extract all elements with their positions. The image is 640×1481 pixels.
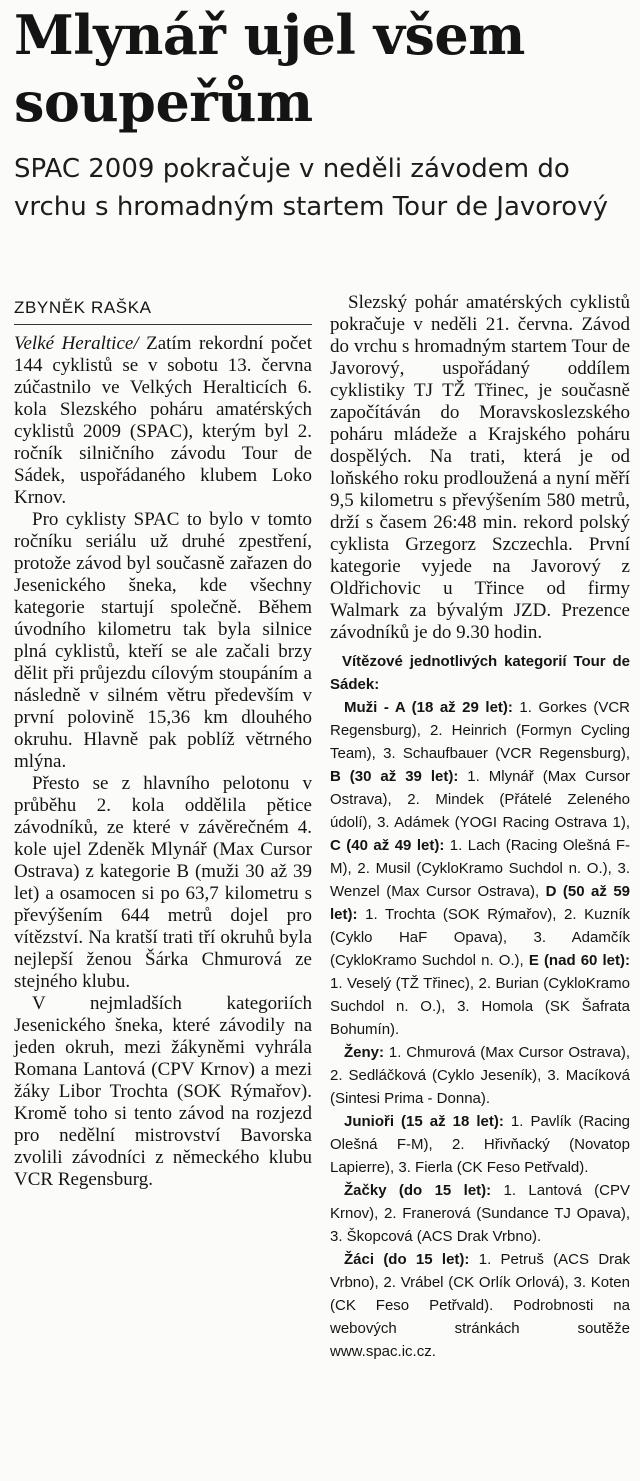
men-b-label: B (30 až 39 let):: [330, 768, 459, 785]
men-d-label: D (50 až 59 let):: [330, 883, 630, 923]
results-women: [330, 1041, 630, 1110]
paragraph-5: Slezský pohár amatérských cyklistů pokračuje v neděli 21. června. Závod do vrchu s hromadným startem Tour de Javorový, uspořádaný oddílem cyklistiky TJ TŽ Třinec, je současně započítáván do Moravskoslezského poháru mládeže a Krajského poháru dospělých. Na trati, která je od loňského roku prodloužená a nyní měří 9,5 kilometru s převýšením 580 metrů, drží s časem 26:48 min. rekord polský cyklista Grzegorz Szczechla. První kategorie vyjede na Javorový z Oldřichovic u Třince od firmy Walmark za bývalým JZD. Prezence závodníků je do 9.30 hodin.: [330, 292, 630, 643]
men-a-text: 1. Gorkes (VCR Regensburg), 2. Heinrich (Formyn Cycling Team), 3. Schaufbauer (VCR Regensburg),: [330, 699, 631, 762]
results-header: Vítězové jednotlivých kategorií Tour de Sádek:: [330, 653, 630, 693]
results-box: [330, 650, 630, 1363]
women-text: 1. Chmurová (Max Cursor Ostrava), 2. Sedláčková (Cyklo Jeseník), 3. Macíková (Sintesi Prima - Donna).: [330, 1044, 630, 1107]
girls-text: 1. Lantová (CPV Krnov), 2. Franerová (Sundance TJ Opava), 3. Škopcová (ACS Drak Vrbno).: [330, 1182, 630, 1245]
girls-label: Žačky (do 15 let):: [344, 1182, 492, 1199]
paragraph-3: Přesto se z hlavního pelotonu v průběhu 2. kola oddělila pětice závodníků, ze které v závěrečném 4. kole ujel Zdeněk Mlynář (Max Cursor Ostrava) z kategorie B (muži 30 až 39 let) a osamocen si po 63,7 kilometru s převýšením 644 metrů dojel pro vítězství. Na kratší trati tří okruhů byla nejlepší ženou Šárka Chmurová ze stejného klubu.: [14, 773, 312, 992]
left-column: [14, 292, 312, 1191]
men-b-text: 1. Mlynář (Max Cursor Ostrava), 2. Mindek (Přátelé Zeleného údolí), 3. Adámek (YOGI Racing Ostrava 1),: [330, 768, 630, 831]
subheadline: SPAC 2009 pokračuje v neděli závodem do vrchu s hromadným startem Tour de Javorový: [14, 154, 608, 222]
men-d-text: 1. Trochta (SOK Rýmařov), 2. Kuzník (Cyklo HaF Opava), 3. Adamčík (CykloKramo Suchdol n. O.),: [330, 906, 630, 969]
paragraph-1-text: Zatím rekordní počet 144 cyklistů se v sobotu 13. června zúčastnilo ve Velkých Heralticích 6. kola Slezského poháru amatérských cyklistů 2009 (SPAC), kterým byl 2. ročník silničního závodu Tour de Sádek, uspořádaného klubem Loko Krnov.: [14, 333, 312, 508]
results-girls: [330, 1179, 630, 1248]
dateline-location: Velké Heraltice/: [14, 333, 139, 354]
results-men: [330, 696, 630, 1041]
results-boys: [330, 1248, 630, 1363]
women-label: Ženy:: [344, 1044, 385, 1061]
men-a-label: Muži - A (18 až 29 let):: [344, 699, 513, 716]
author-byline: ZBYNĚK RAŠKA: [14, 292, 312, 325]
boys-text: 1. Petruš (ACS Drak Vrbno), 2. Vrábel (CK Orlík Orlová), 3. Koten (CK Feso Petřvald). Podrobnosti na webových stránkách soutěže www.spac.ic.cz.: [330, 1251, 630, 1360]
men-c-label: C (40 až 49 let):: [330, 837, 445, 854]
boys-label: Žáci (do 15 let):: [344, 1251, 470, 1268]
paragraph-4: V nejmladších kategoriích Jesenického šneka, které závodily na jeden okruh, mezi žákyněmi vyhrála Romana Lantová (CPV Krnov) a mezi žáky Libor Trochta (SOK Rýmařov). Kromě toho si tento závod na rozjezd pro nedělní mistrovství Bavorska zvolili závodníci z německého klubu VCR Regensburg.: [14, 993, 312, 1190]
article-body-right: [330, 292, 630, 644]
juniors-label: Junioři (15 až 18 let):: [344, 1113, 504, 1130]
headline: Mlynář ujel všem soupeřům: [14, 3, 525, 134]
men-e-text: 1. Veselý (TŽ Třinec), 2. Burian (CykloKramo Suchdol n. O.), 3. Homola (SK Šafrata Bohumín).: [330, 975, 630, 1038]
juniors-text: 1. Pavlík (Racing Olešná F-M), 2. Hřivňacký (Novatop Lapierre), 3. Fierla (CK Feso Petřvald).: [330, 1113, 631, 1176]
article-body-left: [14, 333, 312, 1191]
men-c-text: 1. Lach (Racing Olešná F-M), 2. Musil (CykloKramo Suchdol n. O.), 3. Wenzel (Max Cursor Ostrava),: [330, 837, 630, 900]
results-juniors: [330, 1110, 630, 1179]
paragraph-1: [14, 333, 312, 509]
men-e-label: E (nad 60 let):: [528, 952, 630, 969]
right-column: [330, 292, 630, 1363]
paragraph-2: Pro cyklisty SPAC to bylo v tomto ročníku seriálu už druhé zpestření, protože závod byl současně zařazen do Jesenického šneka, kde všechny kategorie startují společně. Během úvodního kilometru tak byla silnice plná cyklistů, kteří se ale začali brzy dělit při průjezdu cílovým stoupáním a následně v silném větru především v první polovině 15,36 km dlouhého okruhu. Hlavně pak poblíž větrného mlýna.: [14, 509, 312, 772]
